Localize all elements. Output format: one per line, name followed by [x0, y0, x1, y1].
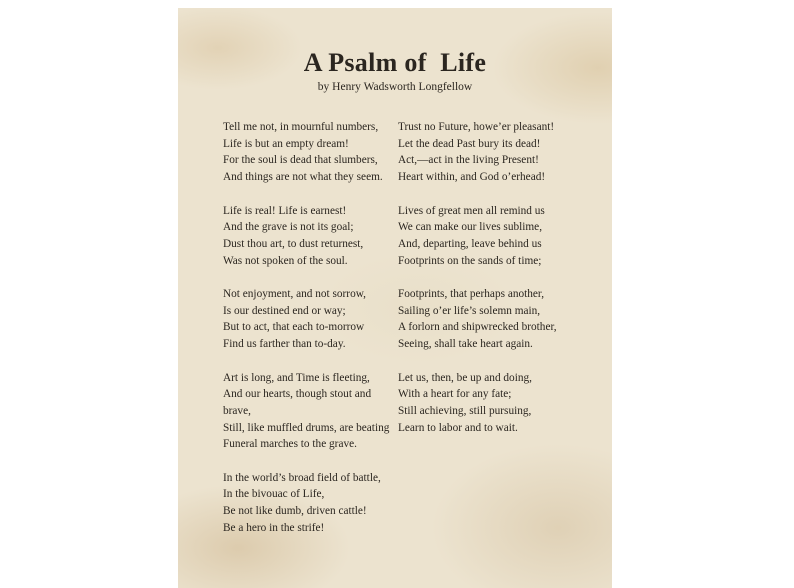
poem-line: Act,—act in the living Present! — [398, 154, 539, 167]
left-column — [223, 119, 390, 553]
poem-line: brave, — [223, 404, 251, 417]
poem-line: Find us farther than to-day. — [223, 338, 346, 351]
poem-line: Sailing o’er life’s solemn main, — [398, 304, 541, 317]
stanza — [223, 203, 383, 270]
poem-page — [178, 8, 612, 588]
poem-line: Seeing, shall take heart again. — [398, 338, 533, 351]
poem-line: Trust no Future, howe’er pleasant! — [398, 121, 555, 133]
poem-line: Footprints, that perhaps another, — [398, 288, 545, 300]
stanza — [398, 370, 578, 437]
stanza — [223, 470, 383, 537]
poem-line: Footprints on the sands of time; — [398, 254, 542, 267]
poem-line: Was not spoken of the soul. — [223, 254, 348, 267]
poem-line: Let us, then, be up and doing, — [398, 371, 532, 384]
poem-line: We can make our lives sublime, — [398, 221, 543, 234]
poem-line: Tell me not, in mournful numbers, — [223, 121, 379, 133]
poem-line: And, departing, leave behind us — [398, 237, 542, 250]
stanza — [398, 119, 578, 186]
poem-line: And the grave is not its goal; — [223, 221, 354, 234]
poem-line: Art is long, and Time is fleeting, — [223, 371, 370, 384]
page-title: A Psalm of Life — [303, 48, 487, 77]
right-column — [398, 119, 578, 453]
author-byline: by Henry Wadsworth Longfellow — [317, 81, 473, 93]
poem-line: Learn to labor and to wait. — [398, 421, 518, 434]
poem-line: Still, like muffled drums, are beating — [223, 421, 390, 434]
poem-line: And our hearts, though stout and — [223, 388, 372, 401]
stanza — [223, 119, 383, 186]
poem-line: Still achieving, still pursuing, — [398, 404, 532, 417]
poem-line: Is our destined end or way; — [223, 304, 346, 317]
stanza — [398, 286, 578, 353]
poem-line: With a heart for any fate; — [398, 388, 512, 401]
poem-line: Funeral marches to the grave. — [223, 438, 357, 451]
stanza — [398, 203, 578, 270]
poem-line: Be not like dumb, driven cattle! — [223, 505, 367, 518]
poem-line: In the world’s broad field of battle, — [223, 471, 381, 484]
stanza — [223, 370, 390, 454]
stanza — [223, 286, 383, 353]
poem-line: Lives of great men all remind us — [398, 204, 545, 217]
poem-line: Heart within, and God o’erhead! — [398, 171, 546, 184]
poem-line: Life is real! Life is earnest! — [223, 204, 347, 217]
poem-line: But to act, that each to-morrow — [223, 321, 365, 334]
poem-line: Life is but an empty dream! — [223, 137, 349, 150]
poem-line: And things are not what they seem. — [223, 171, 383, 184]
poem-line: Let the dead Past bury its dead! — [398, 137, 541, 150]
poem-line: Dust thou art, to dust returnest, — [223, 237, 364, 250]
poem-line: A forlorn and shipwrecked brother, — [398, 321, 557, 334]
poem-line: In the bivouac of Life, — [223, 488, 325, 501]
poem-line: Not enjoyment, and not sorrow, — [223, 288, 366, 300]
poem-line: Be a hero in the strife! — [223, 521, 325, 534]
poem-line: For the soul is dead that slumbers, — [223, 154, 378, 167]
